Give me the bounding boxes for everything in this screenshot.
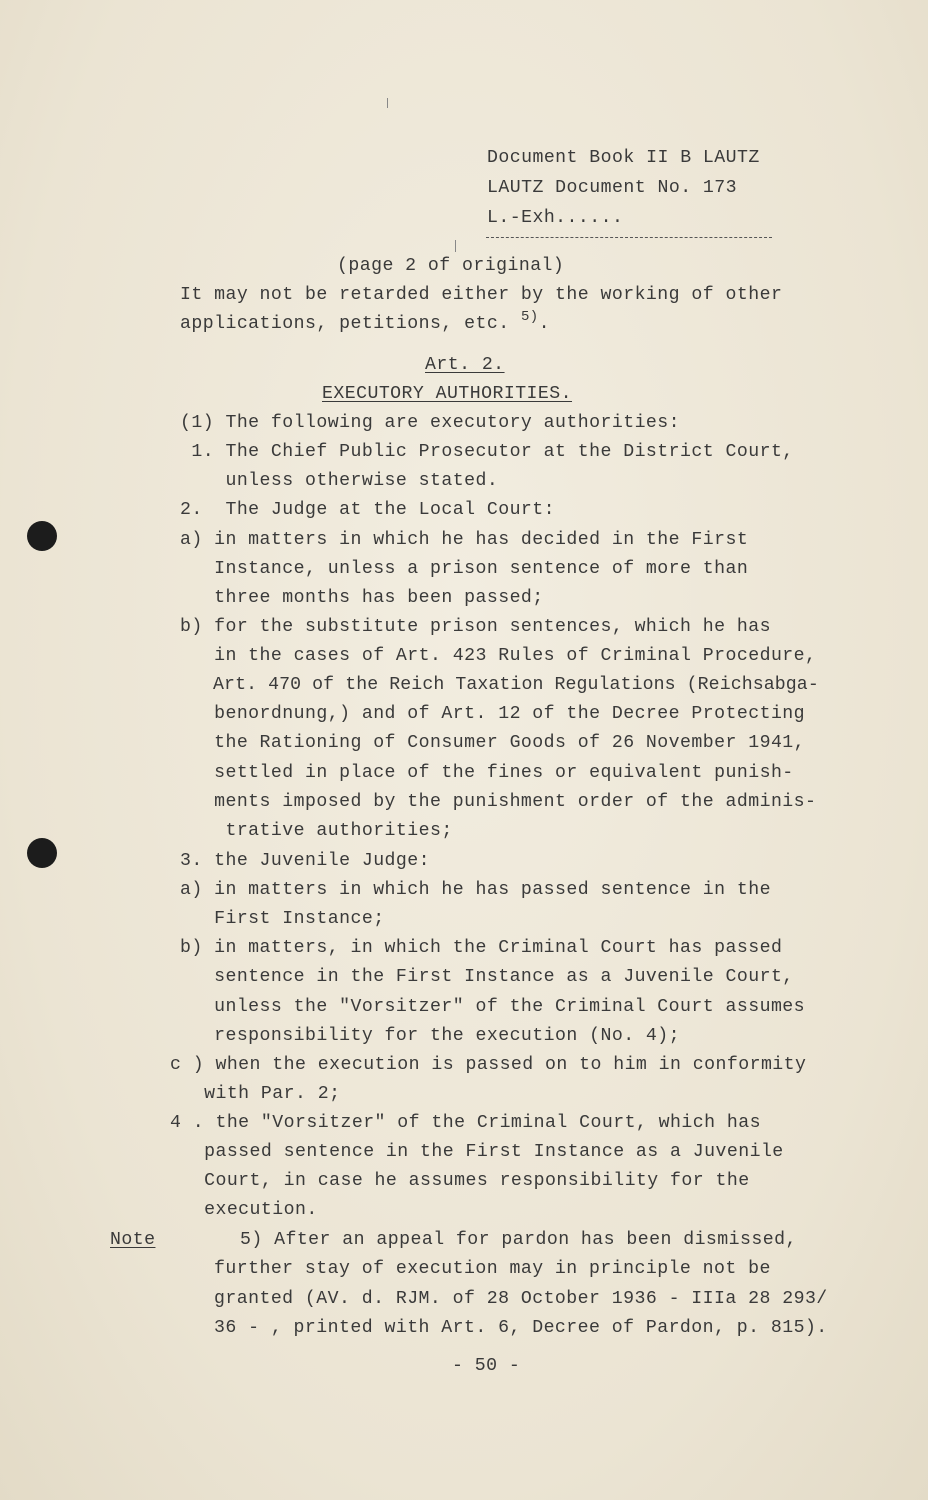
footnote-mark: 5) [520,309,539,325]
page-reference: (page 2 of original) [337,256,565,276]
body-line: responsibility for the execution (No. 4); [180,1026,681,1046]
body-line: execution. [170,1200,318,1220]
article-number: Art. 2. [425,355,505,375]
punch-hole-bottom [27,838,57,868]
scan-mark [387,98,388,108]
body-line: settled in place of the fines or equivalent punish- [180,763,794,783]
note-line: granted (AV. d. RJM. of 28 October 1936 - IIIa 28 293/ [214,1289,828,1309]
article-title: EXECUTORY AUTHORITIES. [322,384,573,404]
header-document-number: LAUTZ Document No. 173 [487,178,738,198]
body-line: 4 . the "Vorsitzer" of the Criminal Court, which has [170,1113,761,1133]
body-line: 2. The Judge at the Local Court: [180,500,556,520]
body-line: three months has been passed; [180,588,544,608]
scan-mark [455,240,456,252]
body-line: b) in matters, in which the Criminal Court has passed [180,938,783,958]
header-divider [486,237,772,238]
body-line: c ) when the execution is passed on to him in conformity [170,1055,807,1075]
note-line: 5) After an appeal for pardon has been dismissed, [240,1230,797,1250]
note-line: 36 - , printed with Art. 6, Decree of Pardon, p. 815). [214,1318,828,1338]
body-line: trative authorities; [180,821,453,841]
body-line: b) for the substitute prison sentences, which he has [180,617,771,637]
body-line: a) in matters in which he has decided in the First [180,530,749,550]
body-line: passed sentence in the First Instance as a Juvenile [170,1142,784,1162]
body-line: sentence in the First Instance as a Juvenile Court, [180,967,794,987]
page-number: - 50 - [452,1356,521,1376]
punch-hole-top [27,521,57,551]
body-line: First Instance; [180,909,385,929]
intro-text: applications, petitions, etc. [180,314,510,334]
body-line: 1. The Chief Public Prosecutor at the District Court, [180,442,794,462]
body-line: with Par. 2; [170,1084,341,1104]
body-line: ments imposed by the punishment order of the adminis- [180,792,817,812]
body-line: a) in matters in which he has passed sentence in the [180,880,771,900]
body-line: in the cases of Art. 423 Rules of Criminal Procedure, [180,646,817,666]
body-line: benordnung,) and of Art. 12 of the Decree Protecting [180,704,806,724]
note-line: further stay of execution may in principle not be [214,1259,771,1279]
body-line: the Rationing of Consumer Goods of 26 November 1941, [180,733,806,753]
header-document-book: Document Book II B LAUTZ [487,148,760,168]
body-line: Art. 470 of the Reich Taxation Regulations (Reichsabga- [180,675,819,695]
body-line: 3. the Juvenile Judge: [180,851,431,871]
body-line: Court, in case he assumes responsibility for the [170,1171,750,1191]
intro-end: . [538,314,551,334]
intro-line-2 [180,310,550,339]
header-exhibit: L.-Exh...... [487,208,624,228]
body-line: unless otherwise stated. [180,471,499,491]
body-line: Instance, unless a prison sentence of more than [180,559,749,579]
body-line: (1) The following are executory authorities: [180,413,681,433]
body-line: unless the "Vorsitzer" of the Criminal Court assumes [180,997,806,1017]
note-label: Note [110,1230,156,1250]
intro-line-1: It may not be retarded either by the working of other [180,285,783,305]
